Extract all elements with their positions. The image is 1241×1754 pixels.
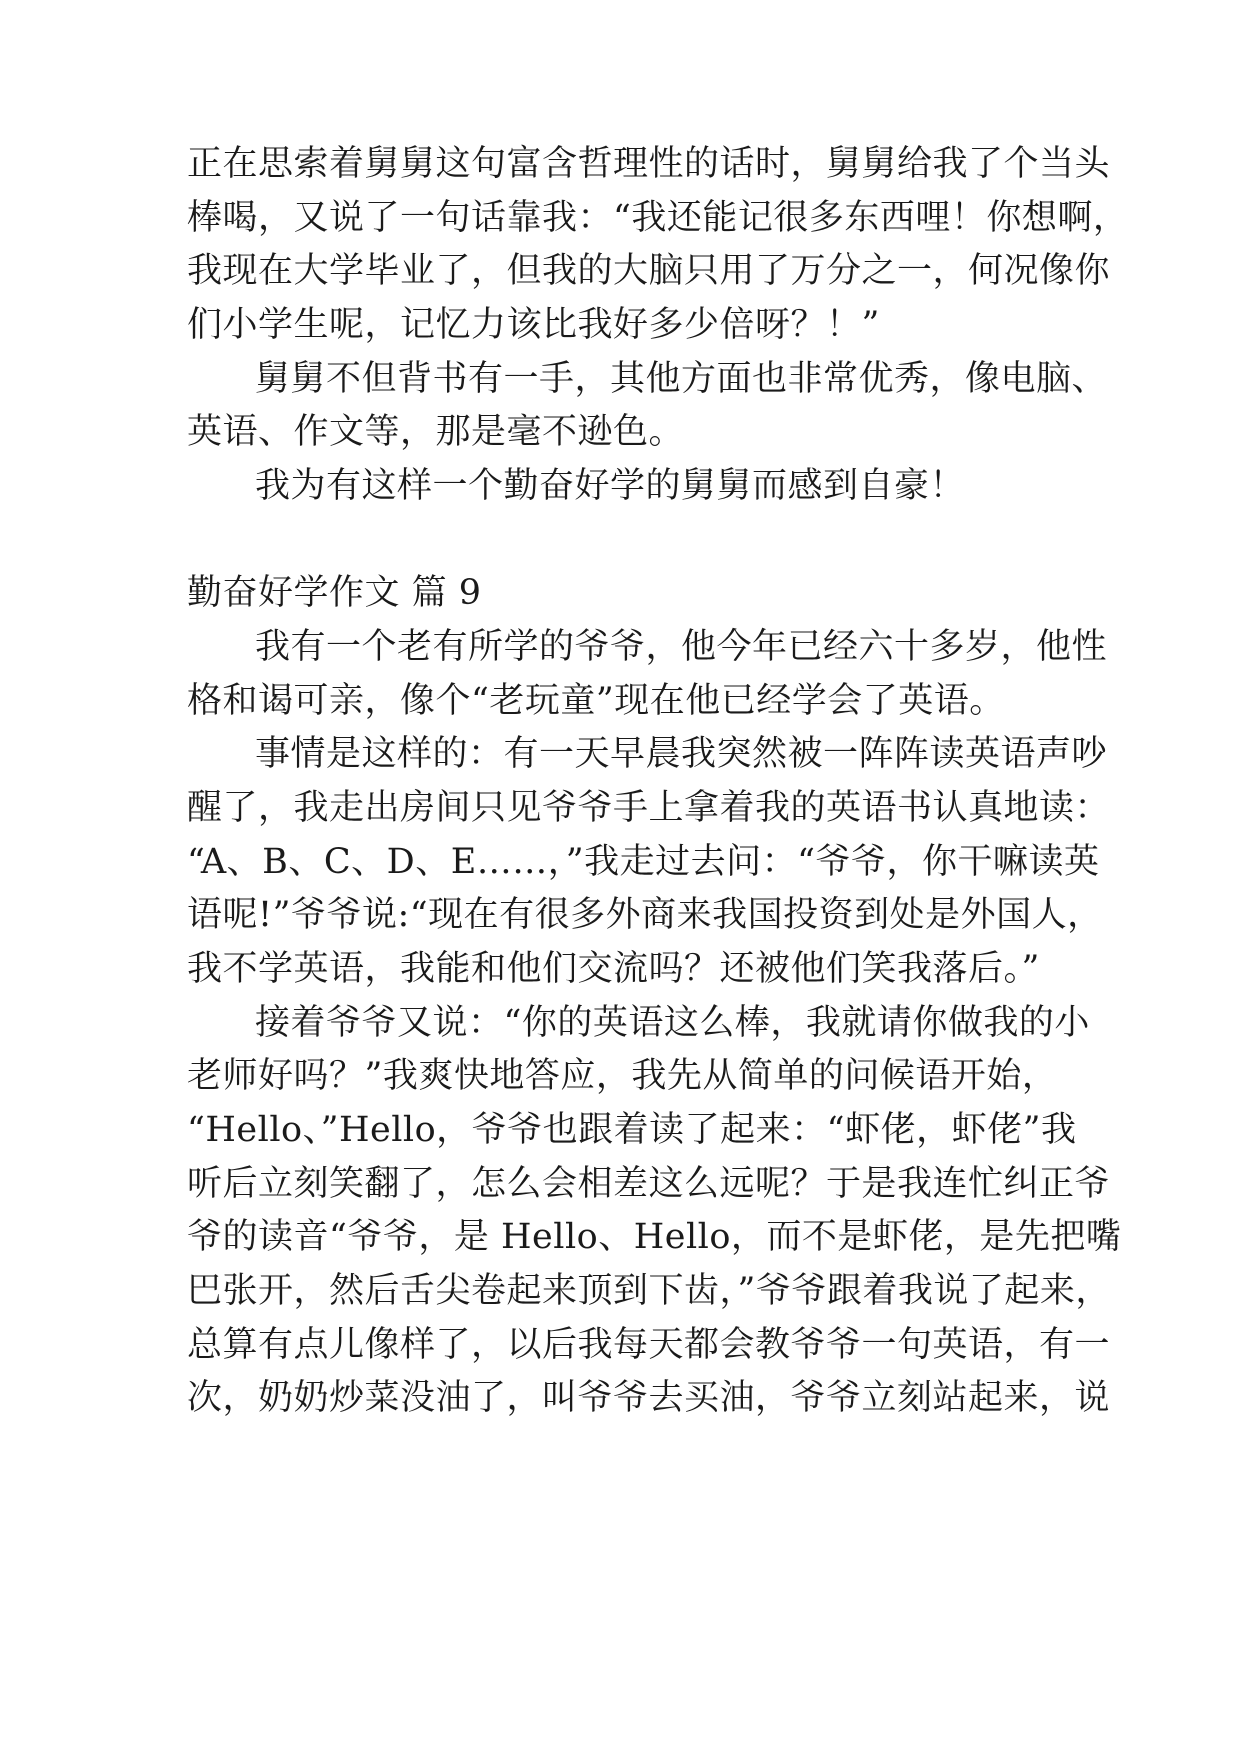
paragraph-line: 事情是这样的：有一天早晨我突然被一阵阵读英语声吵 bbox=[255, 734, 1108, 774]
paragraph-line: 我为有这样一个勤奋好学的舅舅而感到自豪！ bbox=[255, 466, 966, 506]
paragraph-line: 醒了，我走出房间只见爷爷手上拿着我的英语书认真地读： bbox=[187, 788, 1111, 828]
paragraph-line: “Hello、”Hello，爷爷也跟着读了起来：“虾佬，虾佬”我 bbox=[187, 1110, 1077, 1150]
paragraph-line: 巴张开，然后舌尖卷起来顶到下齿，”爷爷跟着我说了起来， bbox=[187, 1271, 1111, 1311]
paragraph-line: 我现在大学毕业了，但我的大脑只用了万分之一，何况像你 bbox=[187, 251, 1111, 291]
paragraph-line: 接着爷爷又说：“你的英语这么棒，我就请你做我的小 bbox=[255, 1003, 1090, 1043]
paragraph-line: 总算有点儿像样了，以后我每天都会教爷爷一句英语，有一 bbox=[187, 1325, 1111, 1365]
paragraph-line: 格和谒可亲，像个“老玩童”现在他已经学会了英语。 bbox=[187, 681, 1005, 721]
paragraph-line: “A、B、C、D、E……，”我走过去问：“爷爷，你干嘛读英 bbox=[187, 842, 1100, 882]
paragraph-line: 我有一个老有所学的爷爷，他今年已经六十多岁，他性 bbox=[255, 627, 1108, 667]
paragraph-line: 爷的读音“爷爷，是 Hello、Hello，而不是虾佬，是先把嘴 bbox=[187, 1217, 1122, 1257]
paragraph-line: 语呢!”爷爷说:“现在有很多外商来我国投资到处是外国人， bbox=[187, 895, 1103, 935]
paragraph-line: 次，奶奶炒菜没油了，叫爷爷去买油，爷爷立刻站起来，说 bbox=[187, 1378, 1111, 1418]
section-heading: 勤奋好学作文 篇 9 bbox=[187, 573, 482, 613]
paragraph-line: 我不学英语，我能和他们交流吗？还被他们笑我落后。” bbox=[187, 949, 1040, 989]
paragraph-line: 老师好吗？”我爽快地答应，我先从简单的问候语开始， bbox=[187, 1056, 1058, 1096]
paragraph-line: 听后立刻笑翻了，怎么会相差这么远呢？于是我连忙纠正爷 bbox=[187, 1164, 1111, 1204]
paragraph-line: 英语、作文等，那是毫不逊色。 bbox=[187, 412, 685, 452]
paragraph-line: 们小学生呢，记忆力该比我好多少倍呀？！” bbox=[187, 305, 880, 345]
paragraph-line: 舅舅不但背书有一手，其他方面也非常优秀，像电脑、 bbox=[255, 359, 1108, 399]
paragraph-line: 棒喝，又说了一句话靠我：“我还能记很多东西哩！你想啊， bbox=[187, 198, 1129, 238]
paragraph-line: 正在思索着舅舅这句富含哲理性的话时，舅舅给我了个当头 bbox=[187, 144, 1111, 184]
